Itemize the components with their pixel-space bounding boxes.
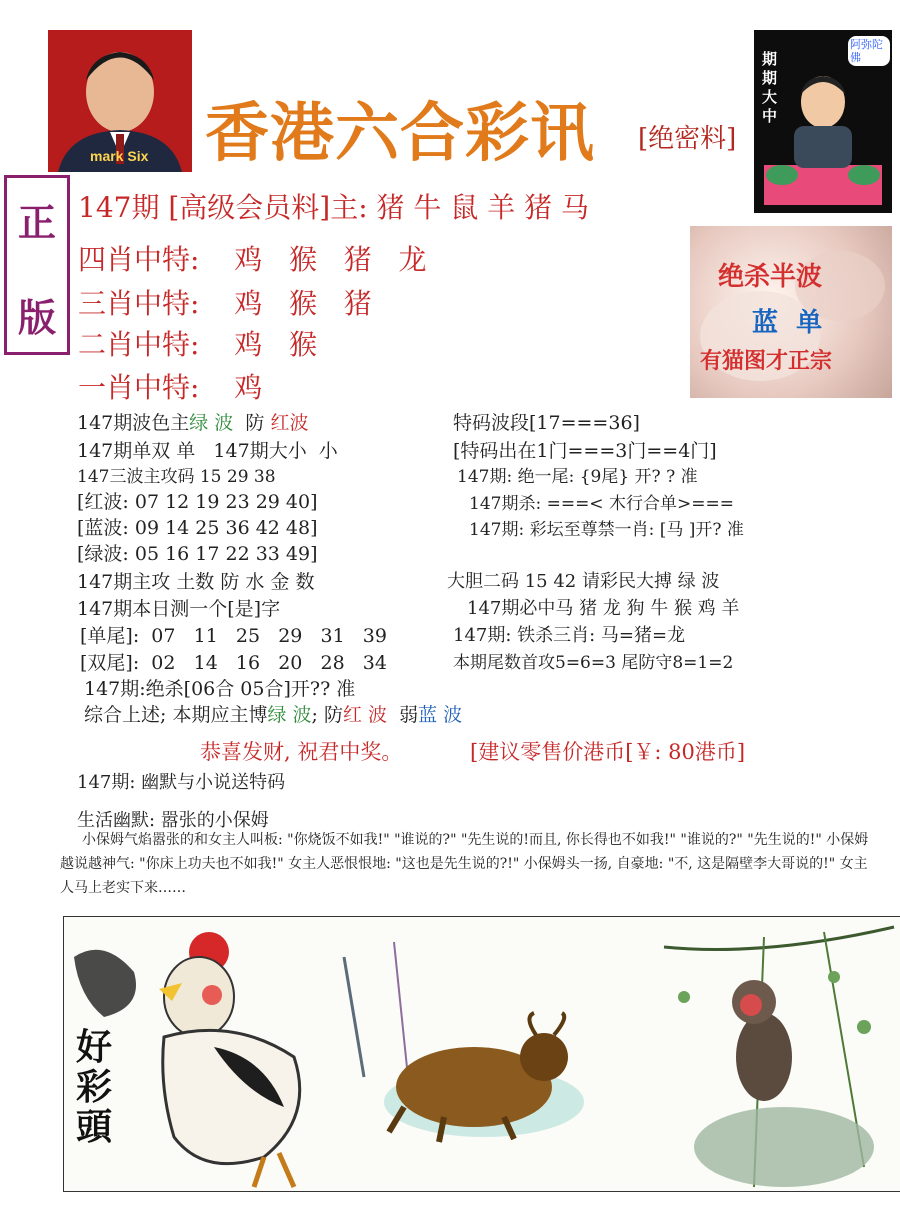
prediction-value: 鸡 猴 bbox=[234, 328, 318, 361]
price-text: [建议零售价港币[￥: 80港币] bbox=[470, 740, 746, 764]
prediction-value: 鸡 猴 猪 bbox=[234, 287, 372, 320]
cat-image-box bbox=[690, 226, 892, 398]
congrats-text: 恭喜发财, 祝君中奖。 bbox=[200, 740, 403, 764]
green-wave-numbers: [绿波: 05 16 17 22 33 49] bbox=[77, 543, 318, 565]
summary-line bbox=[84, 700, 462, 727]
mark-six-logo: mark Six bbox=[90, 148, 149, 164]
main-attack-line: 147期主攻 土数 防 水 金 数 bbox=[77, 571, 315, 593]
prediction-value: 鸡 猴 猪 龙 bbox=[234, 243, 427, 276]
badge-char-1: 正 bbox=[17, 200, 56, 245]
cat-box-line2: 蓝 单 bbox=[752, 308, 823, 338]
host-photo bbox=[48, 30, 192, 172]
monk-speech-bubble: 阿弥陀佛 bbox=[848, 36, 890, 66]
wave-main-line bbox=[77, 408, 308, 435]
cat-box-line3: 有猫图才正宗 bbox=[700, 348, 833, 374]
wave-main-defend: 防 bbox=[233, 412, 271, 434]
prediction-label: 二肖中特: bbox=[78, 328, 200, 361]
badge-char-2: 版 bbox=[17, 295, 56, 340]
prediction-value: 鸡 bbox=[234, 371, 263, 404]
calligraphy-text: 好彩頭 bbox=[76, 1026, 113, 1148]
door-line: [特码出在1门===3门==4门] bbox=[453, 440, 717, 462]
prediction-label: 三肖中特: bbox=[78, 287, 200, 320]
prediction-label: 四肖中特: bbox=[78, 243, 200, 276]
range-line: 特码波段[17===36] bbox=[453, 412, 640, 434]
prediction-three bbox=[78, 282, 372, 322]
monk-caption: 期期大中 bbox=[762, 50, 778, 125]
member-line: 147期 [高级会员料]主: 猪 牛 鼠 羊 猪 马 bbox=[78, 191, 590, 224]
red-wave-numbers: [红波: 07 12 19 23 29 40] bbox=[77, 491, 318, 513]
humor-body: 小保姆气焰嚣张的和女主人叫板: "你烧饭不如我!" "谁说的?" "先生说的!而且, 你长得也不如我!" "谁说的?" "先生说的!" 小保姆越说越神气: "你床上功夫也不如我!" 女主人恶恨恨地: "这也是先生说的?!" 小保姆头一扬, 自豪地: "不, 这是隔壁李大哥说的!" 女主人马上老实下来…… bbox=[60, 832, 869, 896]
prediction-one bbox=[78, 366, 262, 406]
humor-heading: 147期: 幽默与小说送特码 bbox=[77, 772, 286, 793]
tail-kill-line: 147期: 绝一尾: {9尾} 开? ? 准 bbox=[457, 467, 698, 487]
authentic-badge bbox=[4, 175, 70, 355]
wave-main-red: 红波 bbox=[270, 412, 309, 434]
page-title: 香港六合彩讯 bbox=[205, 96, 595, 171]
summary-prefix: 综合上述; 本期应主博 bbox=[84, 704, 268, 726]
tail-attack-line: 本期尾数首攻5=6=3 尾防守8=1=2 bbox=[453, 653, 734, 673]
word-guess-line: 147期本日测一个[是]字 bbox=[77, 598, 281, 620]
wave-main-prefix: 147期波色主 bbox=[77, 412, 190, 434]
odd-even-line: 147期单双 单 147期大小 小 bbox=[77, 440, 338, 462]
summary-red: 红 波 bbox=[342, 704, 387, 726]
humor-title: 生活幽默: 嚣张的小保姆 bbox=[77, 810, 269, 831]
summary-defend: ; 防 bbox=[311, 704, 343, 726]
wave-main-green: 绿 波 bbox=[189, 412, 234, 434]
summary-green: 绿 波 bbox=[267, 704, 312, 726]
forbidden-line: 147期: 彩坛至尊禁一肖: [马 ]开? 准 bbox=[469, 520, 744, 540]
bold-two-line: 大胆二码 15 42 请彩民大搏 绿 波 bbox=[447, 571, 720, 592]
three-wave-line: 147三波主攻码 15 29 38 bbox=[77, 467, 276, 487]
prediction-four bbox=[78, 238, 426, 278]
prediction-label: 一肖中特: bbox=[78, 371, 200, 404]
summary-blue: 蓝 波 bbox=[418, 704, 463, 726]
summary-weak: 弱 bbox=[387, 704, 419, 726]
blue-wave-numbers: [蓝波: 09 14 25 36 42 48] bbox=[77, 517, 318, 539]
element-kill-line: 147期杀: ===< 木行合单>=== bbox=[469, 494, 734, 514]
page-subtitle: [绝密料] bbox=[638, 124, 737, 154]
must-hit-line: 147期必中马 猪 龙 狗 牛 猴 鸡 羊 bbox=[467, 598, 740, 619]
kill-line: 147期:绝杀[06合 05合]开?? 准 bbox=[84, 678, 356, 700]
monk-cartoon bbox=[754, 30, 892, 213]
single-tail-line: [单尾]: 07 11 25 29 31 39 bbox=[80, 625, 387, 647]
cat-box-line1: 绝杀半波 bbox=[718, 262, 823, 292]
prediction-two bbox=[78, 323, 317, 363]
double-tail-line: [双尾]: 02 14 16 20 28 34 bbox=[80, 652, 387, 674]
iron-kill-line: 147期: 铁杀三肖: 马=猪=龙 bbox=[453, 625, 686, 646]
zodiac-painting bbox=[63, 916, 900, 1192]
